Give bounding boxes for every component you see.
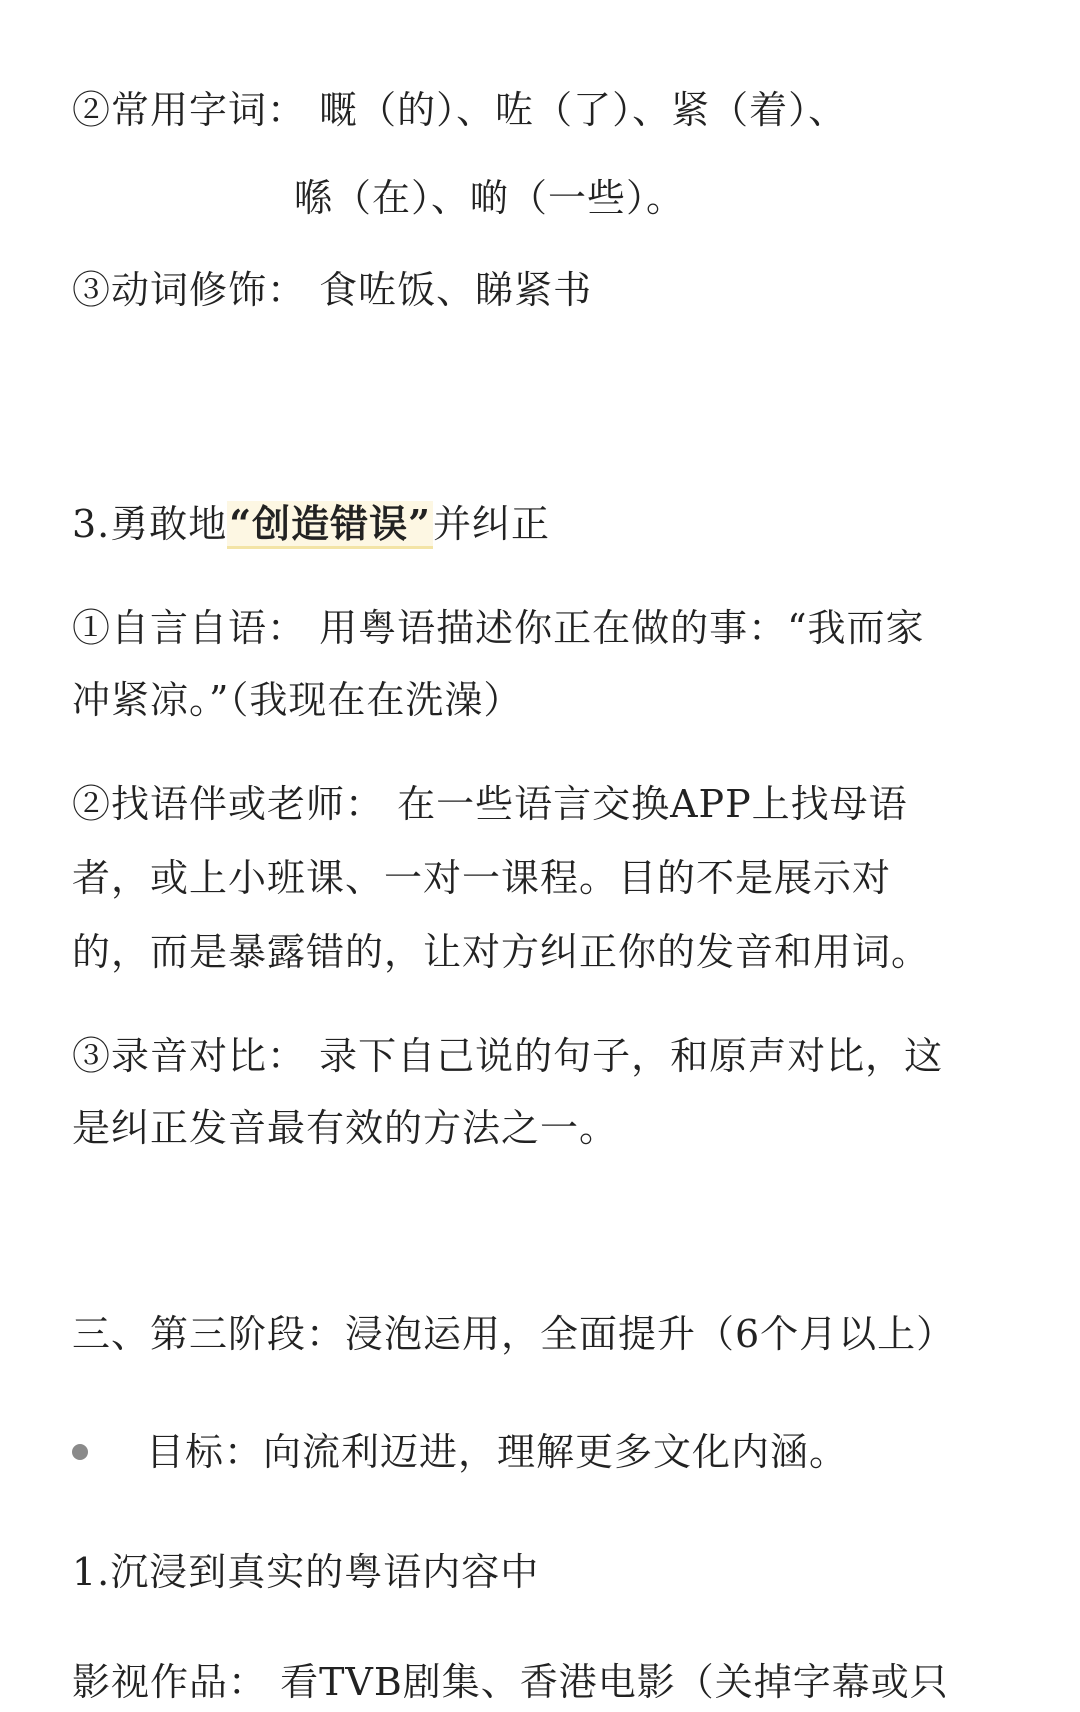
partner-line-3: 的，而是暴露错的，让对方纠正你的发音和用词。 [72,930,931,974]
stage3-goal: 目标：向流利迈进，理解更多文化内涵。 [146,1430,849,1474]
recording-line-1: ③录音对比： 录下自己说的句子，和原声对比，这 [72,1034,944,1078]
step3-heading-prefix: 3.勇敢地 [72,502,228,546]
partner-line-2: 者，或上小班课、一对一课程。目的不是展示对 [72,856,892,900]
step3-heading [72,500,550,548]
step3-heading-suffix: 并纠正 [432,502,550,546]
verb-modifier-label: ③动词修饰： [72,268,307,312]
step3-heading-highlight: “创造错误” [227,501,433,549]
self-talk-line-2: 冲紧凉。”（我现在在洗澡） [72,678,523,722]
common-words-continuation: 喺（在）、啲（一些）。 [294,176,686,220]
self-talk-line-1: ①自言自语： 用粤语描述你正在做的事：“我而家 [72,606,925,650]
verb-modifier-item [72,266,592,314]
recording-line-2: 是纠正发音最有效的方法之一。 [72,1106,619,1150]
common-words-item [72,86,847,134]
immersion-heading: 1.沉浸到真实的粤语内容中 [72,1550,540,1594]
partner-line-1: ②找语伴或老师： 在一些语言交换APP上找母语 [72,782,908,826]
common-words-label: ②常用字词： [72,88,307,132]
media-line-1: 影视作品： 看TVB剧集、香港电影（关掉字幕或只 [72,1660,949,1704]
verb-modifier-text: 食咗饭、睇紧书 [319,268,593,312]
common-words-text: 嘅（的）、咗（了）、紧（着）、 [319,88,848,132]
stage3-heading: 三、第三阶段：浸泡运用，全面提升（6个月以上） [72,1312,956,1356]
bullet-icon [72,1444,88,1460]
